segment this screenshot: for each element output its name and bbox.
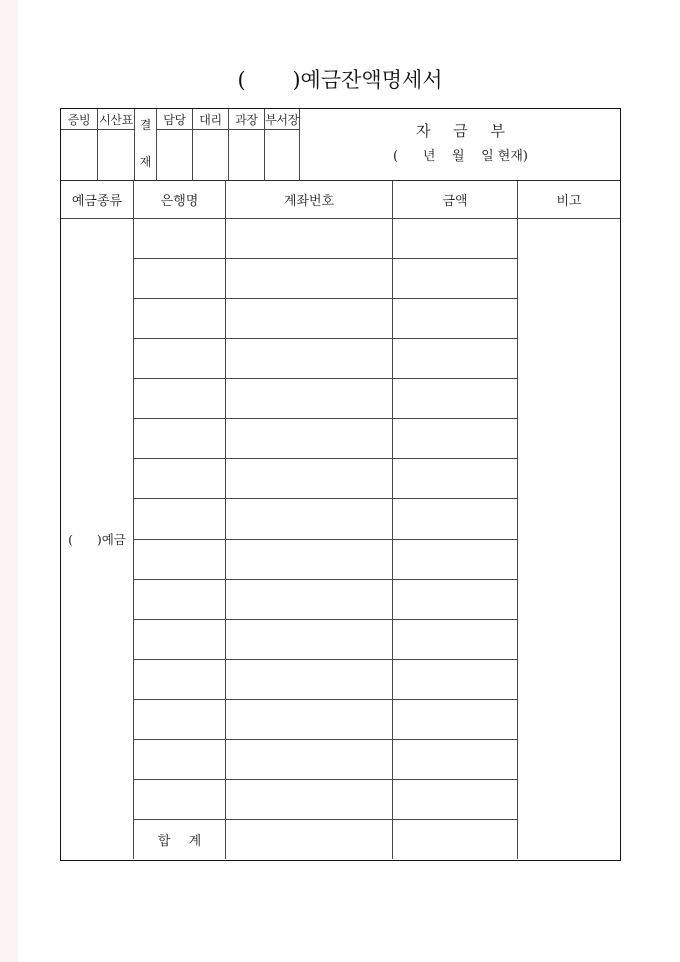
account-number-cell — [226, 580, 392, 619]
amount-cell — [393, 299, 517, 338]
bank-name-cell — [134, 660, 225, 699]
statement-form — [60, 108, 621, 861]
account-number-cell — [226, 540, 392, 579]
amount-cell — [393, 219, 517, 258]
total-account-cell — [226, 820, 392, 859]
amount-cell — [393, 740, 517, 779]
total-label: 합 계 — [134, 820, 225, 859]
amount-cell — [393, 339, 517, 378]
amount-cell — [393, 700, 517, 739]
as-of-date-line: ( 년 월 일 현재) — [393, 149, 528, 164]
amount-cell — [393, 780, 517, 819]
account-number-cell — [226, 419, 392, 458]
trial-balance-sign-box — [98, 130, 134, 180]
column-header-bank-name: 은행명 — [134, 181, 225, 218]
approval-box — [61, 109, 300, 180]
page-edge-strip — [0, 0, 18, 962]
approval-label-top: 결 — [139, 118, 152, 132]
approval-label — [135, 109, 156, 180]
column-header-account-number: 계좌번호 — [226, 181, 392, 218]
trial-balance-label: 시산표 — [98, 109, 134, 129]
bank-name-cell — [134, 780, 225, 819]
account-number-cell — [226, 459, 392, 498]
account-number-cell — [226, 780, 392, 819]
account-number-cell — [226, 740, 392, 779]
account-number-cell — [226, 700, 392, 739]
amount-cell — [393, 419, 517, 458]
bank-name-cell — [134, 499, 225, 538]
bank-name-cell — [134, 419, 225, 458]
signer-label-department-head: 부서장 — [265, 109, 299, 129]
column-header-deposit-type: 예금종류 — [61, 181, 133, 218]
account-number-cell — [226, 259, 392, 298]
bank-name-cell — [134, 339, 225, 378]
amount-cell — [393, 459, 517, 498]
form-header — [61, 109, 620, 181]
amount-cell — [393, 499, 517, 538]
account-number-cell — [226, 299, 392, 338]
department-block — [301, 109, 620, 180]
section-chief-sign-box — [229, 130, 264, 180]
account-number-cell — [226, 499, 392, 538]
assistant-manager-sign-box — [193, 130, 228, 180]
column-header-remarks: 비고 — [518, 181, 620, 218]
amount-cell — [393, 379, 517, 418]
bank-name-cell — [134, 299, 225, 338]
amount-cell — [393, 620, 517, 659]
signer-label-assistant-manager: 대리 — [193, 109, 228, 129]
amount-cell — [393, 540, 517, 579]
evidence-label: 증빙 — [61, 109, 97, 129]
account-number-cell — [226, 219, 392, 258]
account-number-cell — [226, 339, 392, 378]
deposit-table — [61, 181, 620, 859]
bank-name-cell — [134, 459, 225, 498]
signer-label-section-chief: 과장 — [229, 109, 264, 129]
bank-name-cell — [134, 620, 225, 659]
bank-name-cell — [134, 540, 225, 579]
department-name: 자 금 부 — [415, 122, 514, 140]
bank-name-cell — [134, 580, 225, 619]
amount-cell — [393, 660, 517, 699]
evidence-sign-box — [61, 130, 97, 180]
document-title: ( )예금잔액명세서 — [237, 68, 443, 92]
amount-cell — [393, 259, 517, 298]
column-header-amount: 금액 — [393, 181, 517, 218]
bank-name-cell — [134, 379, 225, 418]
account-number-cell — [226, 379, 392, 418]
amount-cell — [393, 580, 517, 619]
total-amount-cell — [393, 820, 517, 859]
account-number-cell — [226, 660, 392, 699]
bank-name-cell — [134, 219, 225, 258]
signer-label-staff: 담당 — [157, 109, 192, 129]
department-head-sign-box — [265, 130, 299, 180]
bank-name-cell — [134, 700, 225, 739]
account-number-cell — [226, 620, 392, 659]
deposit-type-cell: ( )예금 — [61, 219, 133, 859]
bank-name-cell — [134, 740, 225, 779]
bank-name-cell — [134, 259, 225, 298]
remarks-cell — [518, 219, 620, 859]
staff-sign-box — [157, 130, 192, 180]
approval-label-bottom: 재 — [139, 155, 152, 169]
